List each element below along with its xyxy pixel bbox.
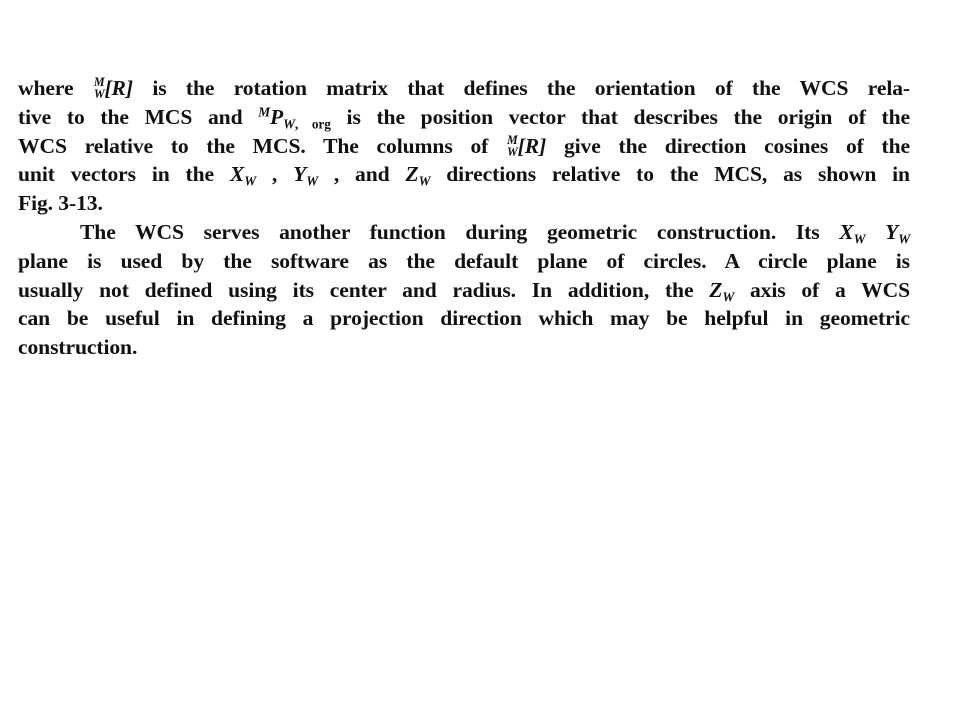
text-run: usually not defined using its center and radius. In addition, the — [18, 277, 710, 302]
text-run: unit vectors in the — [18, 162, 230, 187]
symbol-x: X — [229, 162, 245, 187]
text-run: Fig. 3-13. — [18, 191, 103, 216]
text-line — [18, 103, 910, 132]
subscript-w-org: W, org — [283, 116, 331, 132]
subscript-w: W — [93, 87, 105, 102]
text-line — [18, 132, 910, 161]
subscript-w: W — [898, 231, 910, 247]
text-run: plane is used by the software as the default plane of circles. A circle plane is — [18, 248, 910, 273]
text-run: The WCS serves another function during geometric construction. Its — [80, 219, 840, 244]
subscript-w: W — [507, 144, 518, 159]
text-run: , and — [317, 162, 406, 187]
text-run: where — [18, 76, 93, 100]
text-run: [R] — [104, 76, 133, 100]
superscript-m: M — [93, 75, 105, 90]
text-line — [18, 160, 910, 189]
document-text — [18, 74, 910, 362]
text-run: is the rotation matrix that defines the orientation of the WCS rela- — [132, 76, 911, 100]
symbol-y: Y — [293, 162, 307, 187]
subscript-w: W — [418, 174, 431, 190]
text-run: construction. — [18, 335, 138, 360]
text-line — [18, 333, 910, 362]
text-run — [865, 220, 885, 244]
text-line — [18, 247, 910, 276]
text-line — [18, 189, 910, 218]
text-run: WCS relative to the MCS. The columns of — [18, 133, 507, 158]
superscript-m: M — [507, 132, 518, 147]
text-run: give the direction cosines of the — [546, 133, 911, 158]
symbol-y: Y — [885, 219, 899, 244]
text-line — [18, 276, 910, 305]
subscript-w: W — [853, 231, 866, 247]
superscript-m: M — [258, 104, 271, 120]
symbol-z: Z — [709, 277, 723, 302]
subscript-w: W — [722, 289, 735, 305]
symbol-p: P — [270, 104, 284, 129]
rotation-matrix-prefix — [94, 76, 105, 100]
text-line — [18, 218, 910, 247]
text-run: tive to the MCS and — [18, 104, 259, 129]
text-line — [18, 74, 910, 103]
text-run: axis of a WCS — [734, 277, 910, 302]
text-run: directions relative to the MCS, as shown in — [430, 162, 910, 187]
subscript-org: org — [311, 116, 331, 132]
symbol-x: X — [839, 219, 854, 244]
rotation-matrix-prefix — [507, 134, 518, 158]
symbol-z: Z — [405, 162, 419, 187]
text-run: [R] — [517, 133, 547, 158]
text-run: , — [256, 162, 294, 187]
text-run: is the position vector that describes the origin of the — [330, 104, 910, 129]
text-line — [18, 304, 910, 333]
subscript-w: W — [306, 174, 318, 190]
subscript-w: W — [283, 116, 295, 132]
text-run: can be useful in defining a projection direction which may be helpful in geometric — [18, 306, 910, 331]
subscript-w: W — [244, 174, 257, 190]
